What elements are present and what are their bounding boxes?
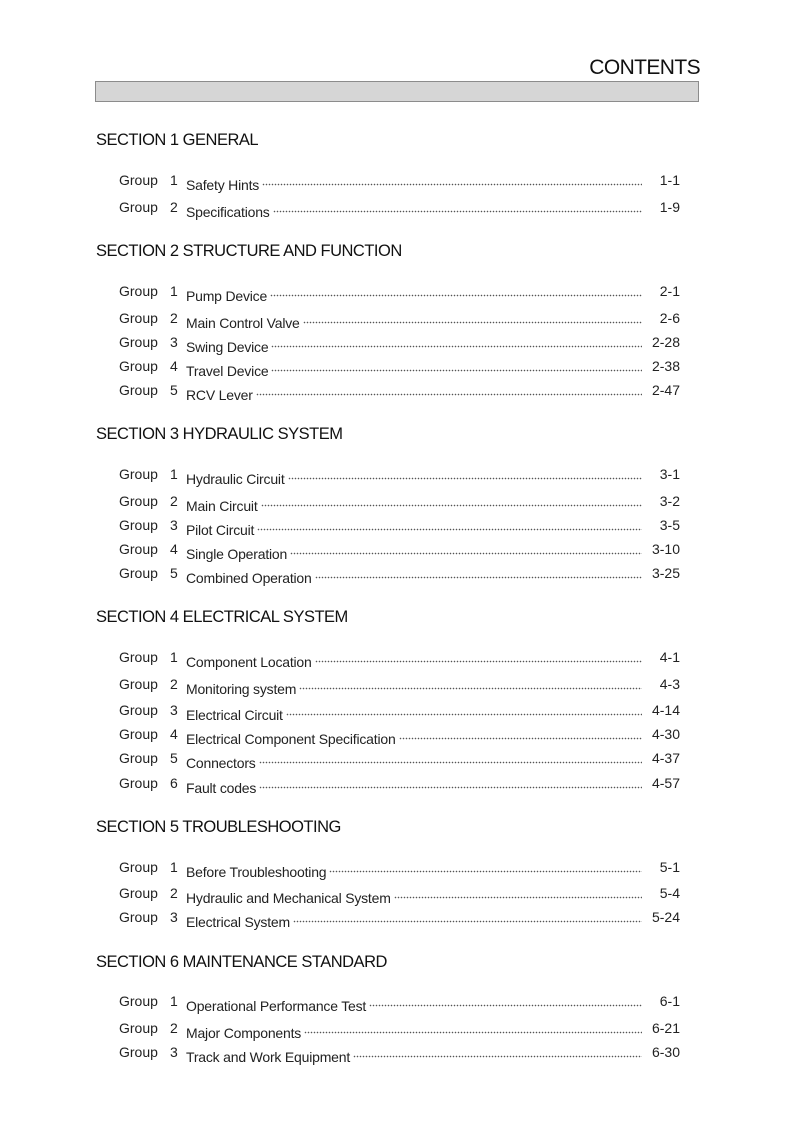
toc-entry[interactable] [119,332,680,355]
entry-title: Fault codes [186,780,257,796]
group-label: Group [119,466,158,482]
entry-title-leader [186,907,642,932]
entry-title: Hydraulic Circuit [186,471,285,487]
dot-leader [329,857,642,877]
toc-entry[interactable] [119,773,680,796]
entry-title-leader [186,356,642,381]
group-label: Group [119,493,158,509]
toc-entry[interactable] [119,647,680,670]
group-number: 3 [170,909,178,925]
dot-leader [315,647,642,667]
page-number: 4-3 [659,676,680,692]
group-label: Group [119,750,158,766]
dot-leader [259,773,642,793]
group-label: Group [119,334,158,350]
dot-leader [261,491,642,511]
dot-leader [315,563,642,583]
entry-title: Pump Device [186,288,268,304]
dot-leader [304,1018,642,1038]
page-number: 4-57 [651,775,680,791]
group-number: 4 [170,358,178,374]
toc-entry[interactable] [119,991,680,1014]
entry-title-leader [186,563,642,588]
page-number: 3-2 [659,493,680,509]
group-label: Group [119,1020,158,1036]
group-number: 2 [170,885,178,901]
dot-leader [288,464,642,484]
group-label: Group [119,649,158,665]
toc-entry[interactable] [119,464,680,487]
group-number: 3 [170,702,178,718]
toc-entry[interactable] [119,1018,680,1041]
dot-leader [270,281,642,301]
group-label: Group [119,199,158,215]
page-number: 5-1 [659,859,680,875]
toc-entry[interactable] [119,883,680,906]
group-number: 1 [170,172,178,188]
toc-entry[interactable] [119,724,680,747]
entry-title-leader [186,1042,642,1067]
page-number: 6-30 [651,1044,680,1060]
dot-leader [394,883,642,903]
dot-leader [286,700,642,720]
toc-entry[interactable] [119,1042,680,1065]
dot-leader [290,539,642,559]
dot-leader [399,724,642,744]
toc-entry[interactable] [119,281,680,304]
section-heading: SECTION 3 HYDRAULIC SYSTEM [96,425,343,443]
entry-title: Electrical System [186,914,290,930]
entry-title-leader [186,700,642,725]
page-number: 1-1 [659,172,680,188]
group-label: Group [119,172,158,188]
entry-title: RCV Lever [186,387,253,403]
dot-leader [271,332,642,352]
toc-entry[interactable] [119,197,680,220]
toc-entry[interactable] [119,674,680,697]
entry-title-leader [186,380,642,405]
page-title: CONTENTS [589,56,700,79]
group-number: 4 [170,726,178,742]
toc-entry[interactable] [119,539,680,562]
entry-title: Pilot Circuit [186,522,255,538]
dot-leader [271,356,642,376]
section-heading: SECTION 2 STRUCTURE AND FUNCTION [96,242,402,260]
entry-title-leader [186,491,642,516]
entry-title: Main Circuit [186,498,258,514]
entry-title-leader [186,1018,642,1043]
entry-title-leader [186,308,642,333]
entry-title: Electrical Component Specification [186,731,396,747]
entry-title: Single Operation [186,546,288,562]
group-number: 2 [170,493,178,509]
entry-title: Specifications [186,204,270,220]
group-label: Group [119,541,158,557]
group-number: 3 [170,334,178,350]
page-number: 1-9 [659,199,680,215]
group-label: Group [119,310,158,326]
entry-title: Operational Performance Test [186,998,367,1014]
toc-entry[interactable] [119,563,680,586]
toc-entry[interactable] [119,491,680,514]
page-number: 2-28 [651,334,680,350]
page-number: 2-47 [651,382,680,398]
section-heading: SECTION 4 ELECTRICAL SYSTEM [96,608,348,626]
page-number: 5-4 [659,885,680,901]
entry-title: Combined Operation [186,570,312,586]
group-number: 5 [170,565,178,581]
group-number: 1 [170,859,178,875]
group-label: Group [119,358,158,374]
page-number: 4-30 [651,726,680,742]
entry-title: Electrical Circuit [186,707,283,723]
dot-leader [273,197,642,217]
page-number: 6-1 [659,993,680,1009]
entry-title-leader [186,647,642,672]
group-label: Group [119,775,158,791]
group-number: 5 [170,750,178,766]
dot-leader [353,1042,642,1062]
group-label: Group [119,993,158,1009]
dot-leader [256,380,642,400]
group-number: 3 [170,517,178,533]
dot-leader [303,308,642,328]
toc-entry[interactable] [119,515,680,538]
entry-title-leader [186,332,642,357]
entry-title: Monitoring system [186,681,297,697]
entry-title: Safety Hints [186,177,260,193]
section-heading: SECTION 5 TROUBLESHOOTING [96,818,341,836]
toc-entry[interactable] [119,308,680,331]
page-number: 2-1 [659,283,680,299]
dot-leader [262,170,642,190]
group-label: Group [119,517,158,533]
entry-title-leader [186,991,642,1016]
entry-title-leader [186,539,642,564]
group-label: Group [119,885,158,901]
group-label: Group [119,283,158,299]
group-label: Group [119,676,158,692]
page-number: 2-38 [651,358,680,374]
dot-leader [257,515,642,535]
group-number: 2 [170,1020,178,1036]
entry-title-leader [186,464,642,489]
section-heading: SECTION 1 GENERAL [96,131,259,149]
dot-leader [299,674,642,694]
entry-title-leader [186,170,642,195]
section-heading: SECTION 6 MAINTENANCE STANDARD [96,953,387,971]
group-label: Group [119,382,158,398]
entry-title-leader [186,281,642,306]
page-number: 3-5 [659,517,680,533]
title-bar [95,81,699,102]
group-number: 5 [170,382,178,398]
entry-title: Before Troubleshooting [186,864,327,880]
group-number: 4 [170,541,178,557]
entry-title: Component Location [186,654,312,670]
group-label: Group [119,702,158,718]
entry-title: Track and Work Equipment [186,1049,351,1065]
entry-title-leader [186,724,642,749]
dot-leader [259,748,642,768]
page-number: 2-6 [659,310,680,326]
group-number: 6 [170,775,178,791]
toc-entry[interactable] [119,380,680,403]
entry-title: Connectors [186,755,256,771]
group-number: 1 [170,649,178,665]
entry-title: Main Control Valve [186,315,300,331]
entry-title: Major Components [186,1025,302,1041]
entry-title: Travel Device [186,363,269,379]
page-number: 3-1 [659,466,680,482]
toc-entry[interactable] [119,857,680,880]
entry-title-leader [186,773,642,798]
dot-leader [293,907,642,927]
group-label: Group [119,726,158,742]
group-number: 1 [170,283,178,299]
group-number: 3 [170,1044,178,1060]
toc-entry[interactable] [119,907,680,930]
group-number: 1 [170,993,178,1009]
toc-entry[interactable] [119,748,680,771]
group-label: Group [119,859,158,875]
group-number: 1 [170,466,178,482]
toc-entry[interactable] [119,700,680,723]
entry-title: Swing Device [186,339,269,355]
group-label: Group [119,565,158,581]
toc-entry[interactable] [119,170,680,193]
entry-title-leader [186,857,642,882]
page-number: 4-14 [651,702,680,718]
group-number: 2 [170,199,178,215]
page-number: 6-21 [651,1020,680,1036]
entry-title-leader [186,748,642,773]
page-number: 3-10 [651,541,680,557]
entry-title-leader [186,515,642,540]
page-number: 5-24 [651,909,680,925]
entry-title-leader [186,674,642,699]
group-number: 2 [170,310,178,326]
entry-title-leader [186,197,642,222]
group-label: Group [119,1044,158,1060]
page-number: 4-1 [659,649,680,665]
toc-entry[interactable] [119,356,680,379]
dot-leader [369,991,642,1011]
group-number: 2 [170,676,178,692]
page-number: 4-37 [651,750,680,766]
page-number: 3-25 [651,565,680,581]
group-label: Group [119,909,158,925]
entry-title: Hydraulic and Mechanical System [186,890,391,906]
entry-title-leader [186,883,642,908]
